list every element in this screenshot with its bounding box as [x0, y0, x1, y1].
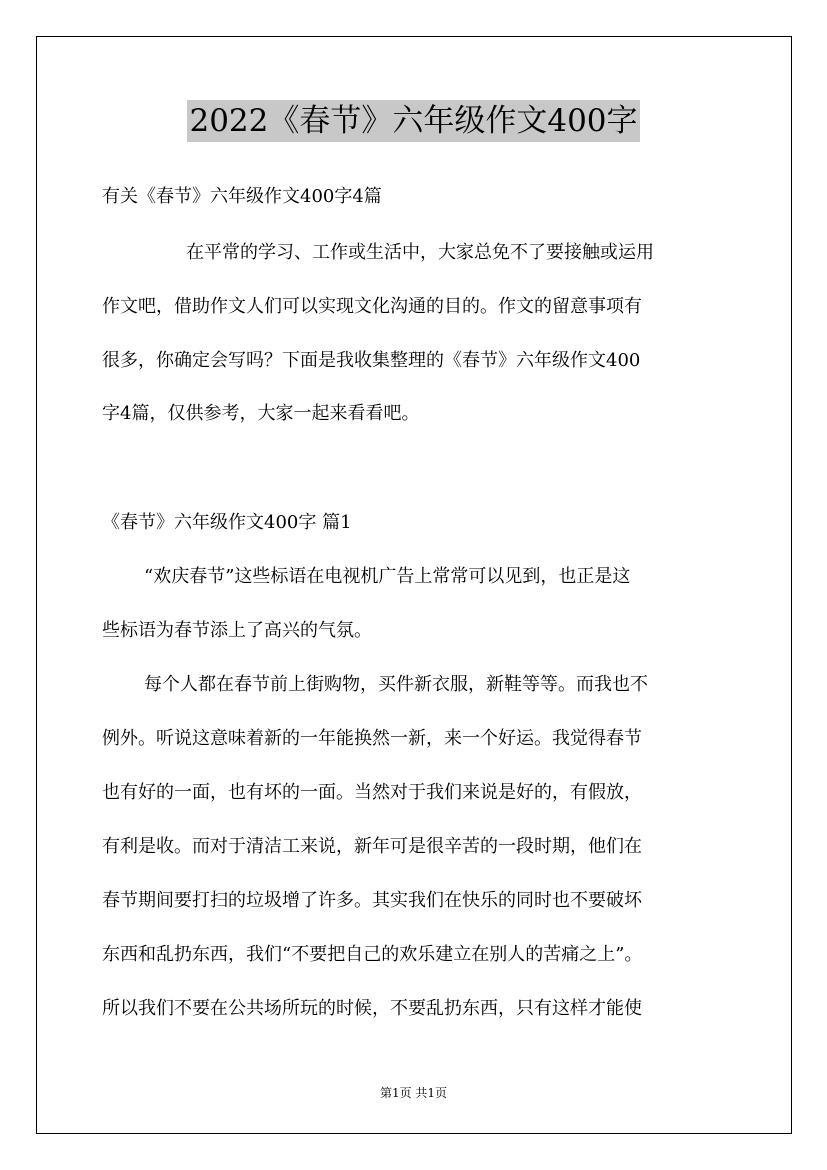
paragraph-line: 有利是收。而对于清洁工来说，新年可是很辛苦的一段时期，他们在 [102, 836, 642, 857]
title-text: 2022《春节》六年级作文400字 [187, 100, 639, 142]
document-title [0, 100, 827, 142]
paragraph-line: 所以我们不要在公共场所玩的时候，不要乱扔东西，只有这样才能使 [102, 998, 642, 1019]
paragraph-line: 些标语为春节添上了高兴的气氛。 [102, 620, 372, 641]
intro-line: 作文吧，借助作文人们可以实现文化沟通的目的。作文的留意事项有 [102, 296, 642, 317]
page-number: 第1页 共1页 [379, 1086, 448, 1100]
paragraph-line: 每个人都在春节前上街购物，买件新衣服，新鞋等等。而我也不 [144, 674, 648, 695]
subtitle: 有关《春节》六年级作文400字4篇 [102, 186, 382, 207]
section-heading: 《春节》六年级作文400字 篇1 [102, 512, 352, 533]
paragraph-line: 也有好的一面，也有坏的一面。当然对于我们来说是好的，有假放， [102, 782, 642, 803]
paragraph-line: 东西和乱扔东西，我们“不要把自己的欢乐建立在别人的苦痛之上”。 [102, 944, 643, 965]
intro-line: 很多，你确定会写吗？下面是我收集整理的《春节》六年级作文400 [102, 350, 641, 371]
intro-line: 字4篇，仅供参考，大家一起来看看吧。 [102, 403, 420, 424]
intro-line: 在平常的学习、工作或生活中，大家总免不了要接触或运用 [186, 242, 654, 263]
paragraph-line: “欢庆春节”这些标语在电视机广告上常常可以见到，也正是这 [144, 566, 631, 587]
paragraph-line: 例外。听说这意味着新的一年能换然一新，来一个好运。我觉得春节 [102, 728, 642, 749]
paragraph-line: 春节期间要打扫的垃圾增了许多。其实我们在快乐的同时也不要破坏 [102, 890, 642, 911]
